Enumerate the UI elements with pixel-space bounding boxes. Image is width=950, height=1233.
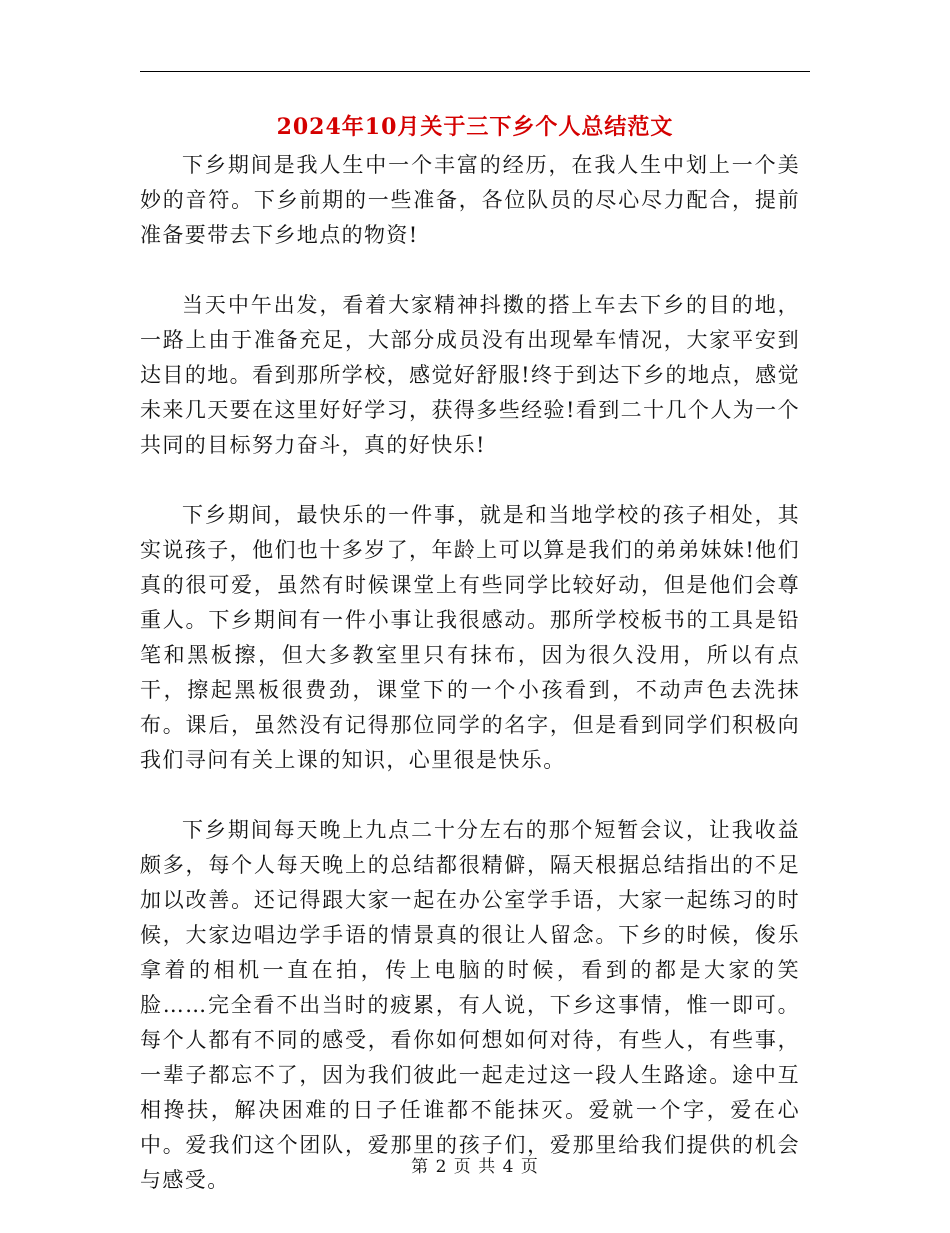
page-number-footer: 第 2 页 共 4 页	[411, 1157, 539, 1177]
document-body	[140, 148, 800, 1233]
header-rule	[140, 71, 810, 72]
paragraph: 下乡期间每天晚上九点二十分左右的那个短暂会议，让我收益颇多，每个人每天晚上的总结都很精僻，隔天根据总结指出的不足加以改善。还记得跟大家一起在办公室学手语，大家一起练习的时候，大家边唱边学手语的情景真的很让人留念。下乡的时候，俊乐拿着的相机一直在拍，传上电脑的时候，看到的都是大家的笑脸……完全看不出当时的疲累，有人说，下乡这事情，惟一即可。每个人都有不同的感受，看你如何想如何对待，有些人，有些事，一辈子都忘不了，因为我们彼此一起走过这一段人生路途。途中互相搀扶，解决困难的日子任谁都不能抹灭。爱就一个字，爱在心中。爱我们这个团队，爱那里的孩子们，爱那里给我们提供的机会与感受。	[140, 818, 800, 1192]
paragraph: 下乡期间是我人生中一个丰富的经历，在我人生中划上一个美妙的音符。下乡前期的一些准备，各位队员的尽心尽力配合，提前准备要带去下乡地点的物资!	[140, 153, 800, 247]
paragraph: 当天中午出发，看着大家精神抖擞的搭上车去下乡的目的地，一路上由于准备充足，大部分成员没有出现晕车情况，大家平安到达目的地。看到那所学校，感觉好舒服!终于到达下乡的地点，感觉未来几天要在这里好好学习，获得多些经验!看到二十几个人为一个共同的目标努力奋斗，真的好快乐!	[140, 293, 800, 457]
document-title: 2024年10月关于三下乡个人总结范文	[276, 114, 674, 140]
paragraph: 下乡期间，最快乐的一件事，就是和当地学校的孩子相处，其实说孩子，他们也十多岁了，年龄上可以算是我们的弟弟妹妹!他们真的很可爱，虽然有时候课堂上有些同学比较好动，但是他们会尊重人。下乡期间有一件小事让我很感动。那所学校板书的工具是铅笔和黑板擦，但大多教室里只有抹布，因为很久没用，所以有点干，擦起黑板很费劲，课堂下的一个小孩看到，不动声色去洗抹布。课后，虽然没有记得那位同学的名字，但是看到同学们积极向我们寻问有关上课的知识，心里很是快乐。	[140, 503, 800, 772]
